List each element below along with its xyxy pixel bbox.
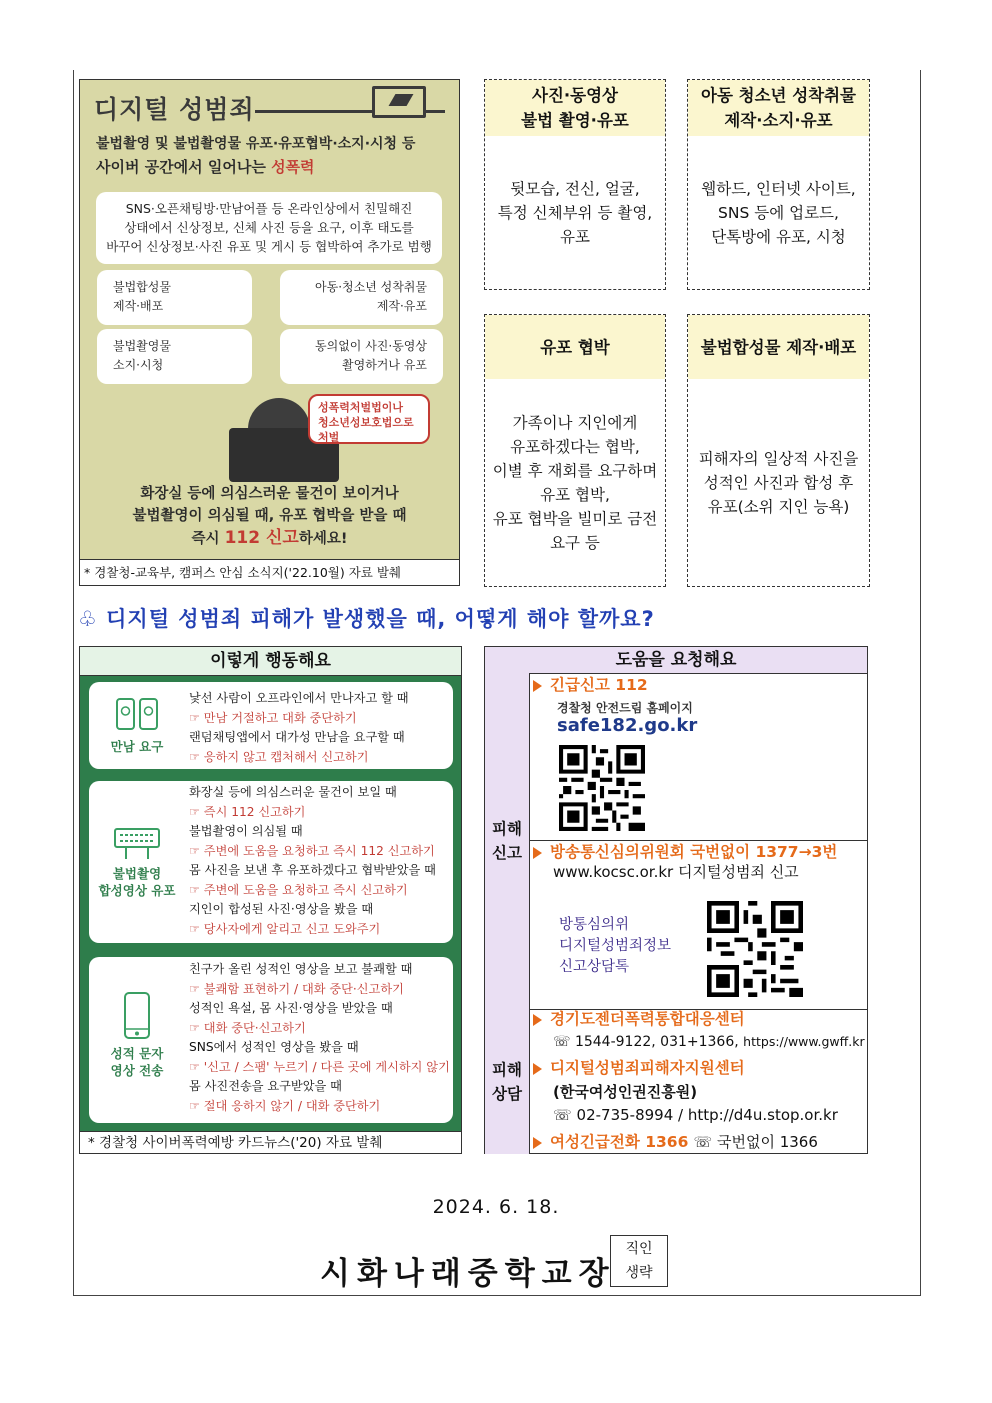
bubble-synthetic — [97, 270, 252, 325]
poster-call-to-action — [80, 483, 459, 550]
bubble-line: 불법촬영물 — [113, 339, 171, 353]
safe182-qr-icon — [559, 745, 645, 831]
action-group-label — [89, 696, 185, 755]
smartphone-icon — [122, 991, 152, 1041]
gwff-contact — [553, 1034, 865, 1050]
kocsc-info — [553, 861, 799, 882]
caption-line: 방통심의위 — [559, 917, 630, 933]
d4u-line — [533, 1056, 745, 1078]
situation-text: 불법촬영이 의심될 때 — [189, 824, 303, 838]
card-body-line: SNS 등에 업로드, — [718, 203, 839, 222]
response-text: ☞ 즉시 112 신고하기 — [189, 804, 306, 819]
card-child-exploitation — [687, 79, 870, 290]
bubble-line: 제작·유포 — [376, 299, 427, 313]
bubble-line: 아동·청소년 성착취물 — [315, 280, 427, 294]
punishment-warning — [308, 394, 430, 444]
main-speech-bubble — [96, 192, 442, 264]
card-body-line: 요구 등 — [550, 533, 600, 552]
d4u-org: (한국여성인권진흥원) — [553, 1083, 698, 1101]
bubble-no-consent — [280, 329, 443, 384]
digital-sex-crime-poster — [79, 79, 460, 586]
card-head-line: 사진·동영상 — [532, 86, 618, 105]
situation-text: 친구가 올린 성적인 영상을 보고 불쾌할 때 — [189, 962, 413, 976]
card-body — [688, 136, 869, 289]
report-label — [485, 673, 530, 1009]
label-line: 피해 — [492, 820, 522, 838]
card-head-line: 불법 촬영·유포 — [521, 111, 629, 130]
situation-text: 랜덤채팅앱에서 대가성 만남을 요구할 때 — [189, 730, 405, 744]
label-line: 신고 — [492, 844, 522, 862]
bubble-line: 불법합성물 — [113, 280, 171, 294]
cta-line: 불법촬영이 의심될 때, 유포 협박을 받을 때 — [132, 508, 407, 524]
bubble-line: 제작·배포 — [113, 299, 164, 313]
card-body-line: 단톡방에 유포, 시청 — [711, 227, 846, 246]
group-label-text: 영상 전송 — [110, 1063, 164, 1078]
card-body-line: 이별 후 재회를 요구하며 — [492, 461, 658, 480]
bubble-child-abuse — [280, 270, 443, 325]
caption-line: 신고상담톡 — [559, 959, 630, 975]
cta-line — [80, 527, 459, 550]
triangle-bullet-icon — [533, 680, 542, 692]
gwff-line — [533, 1007, 745, 1029]
group-label-text: 만남 요구 — [110, 739, 164, 754]
card-head-line: 제작·소지·유포 — [724, 111, 833, 130]
emergency-112 — [533, 673, 648, 695]
situation-text: SNS에서 성적인 영상을 봤을 때 — [189, 1040, 359, 1054]
bubble-line: 동의없이 사진·동영상 — [315, 339, 427, 353]
cta-112: 112 신고 — [224, 528, 299, 548]
document-date: 2024. 6. 18. — [432, 1196, 560, 1218]
card-head-line: 아동 청소년 성착취물 — [701, 86, 856, 105]
bubble-line: 촬영하거나 유포 — [342, 358, 427, 372]
card-body-line: 유포(소위 지인 능욕) — [707, 497, 850, 516]
response-text: ☞ 절대 응하지 않기 / 대화 중단하기 — [189, 1098, 381, 1113]
situation-text: 낯선 사람이 오프라인에서 만나자고 할 때 — [189, 691, 409, 705]
action-lines — [189, 960, 450, 1116]
card-synthetic-media — [687, 314, 870, 587]
kocsc-text: 방송통신심의위원회 국번없이 1377→3번 — [550, 843, 838, 861]
card-head — [485, 80, 665, 136]
card-body-line: 유포하겠다는 협박, — [510, 437, 640, 456]
gwff-phone: ☏ 1544-9122, 031+1366, — [553, 1034, 739, 1050]
bubble-line: 소지·시청 — [113, 358, 164, 372]
group-label-text: 불법촬영 — [112, 866, 162, 881]
action-group-sexting — [89, 957, 453, 1123]
subtitle-text: 사이버 공간에서 일어나는 — [96, 158, 272, 176]
bubble-line: SNS·오픈채팅방·만남어플 등 온라인상에서 친밀해진 — [125, 201, 413, 216]
card-body — [485, 136, 665, 289]
d4u-text: 디지털성범죄피해자지원센터 — [550, 1059, 745, 1077]
warn-line: 청소년성보호법으로 — [318, 416, 414, 429]
action-group-filming — [89, 781, 453, 943]
card-body-line: 유포 — [560, 227, 590, 246]
situation-text: 몸 사진을 보낸 후 유포하겠다고 협박받았을 때 — [189, 863, 436, 877]
kocsc-qr-caption — [559, 915, 671, 978]
action-source: * 경찰청 사이버폭력예방 카드뉴스('20) 자료 발췌 — [80, 1131, 461, 1153]
triangle-bullet-icon — [533, 1014, 542, 1026]
poster-title: 디지털 성범죄 — [94, 95, 255, 124]
warn-line: 성폭력처벌법이나 — [318, 401, 404, 414]
help-header: 도움을 요청해요 — [485, 647, 867, 674]
action-lines — [189, 783, 436, 939]
action-guide-table — [79, 646, 462, 1154]
hotline-line — [533, 1130, 818, 1152]
poster-source: * 경찰청-교육부, 캠퍼스 안심 소식지('22.10월) 자료 발췌 — [80, 559, 459, 585]
card-illegal-filming — [484, 79, 666, 290]
situation-text: 화장실 등에 의심스러운 물건이 보일 때 — [189, 785, 397, 799]
hotline-text: 여성긴급전화 1366 — [550, 1133, 689, 1151]
response-text: ☞ 당사자에게 알리고 신고 도와주기 — [189, 921, 381, 936]
cta-line: 화장실 등에 의심스러운 물건이 보이거나 — [140, 486, 399, 502]
group-label-text: 성적 문자 — [110, 1046, 164, 1061]
card-body — [485, 379, 665, 586]
kocsc-url[interactable]: www.kocsc.or.kr — [553, 863, 674, 881]
action-group-meeting — [89, 682, 453, 769]
card-head-line: 유포 협박 — [540, 337, 610, 357]
report-row — [485, 673, 867, 1010]
response-text: ☞ 주변에 도움을 요청하고 즉시 112 신고하기 — [189, 843, 435, 858]
keyboard-icon — [112, 827, 162, 861]
gwff-text: 경기도젠더폭력통합대응센터 — [550, 1010, 745, 1028]
bubble-line: 상태에서 신상정보, 신체 사진 등을 요구, 이후 태도를 — [124, 220, 414, 235]
poster-subtitle-2 — [96, 156, 315, 177]
card-body-line: 유포 협박, — [540, 485, 610, 504]
label-line: 상담 — [492, 1084, 522, 1103]
response-text: ☞ 만남 거절하고 대화 중단하기 — [189, 710, 357, 725]
card-body-line: 뒷모습, 전신, 얼굴, — [510, 179, 640, 198]
hotline-desc: ☏ 국번없이 1366 — [693, 1133, 818, 1151]
kocsc-qr-icon — [707, 901, 803, 997]
group-label-text: 합성영상 유포 — [98, 883, 176, 898]
situation-text: 몸 사진전송을 요구받았을 때 — [189, 1079, 342, 1093]
emergency-text: 긴급신고 112 — [550, 676, 648, 694]
school-principal: 시화나래중학교장 — [320, 1256, 616, 1292]
kocsc-desc: 디지털성범죄 신고 — [677, 863, 799, 881]
triangle-bullet-icon — [533, 1137, 542, 1149]
section-title: ♧ 디지털 성범죄 피해가 발생했을 때, 어떻게 해야 할까요? — [78, 607, 655, 631]
card-head — [688, 315, 869, 379]
action-header: 이렇게 행동해요 — [80, 647, 461, 676]
response-text: ☞ 대화 중단·신고하기 — [189, 1020, 306, 1035]
kocsc-line — [533, 840, 837, 862]
d4u-contact: ☏ 02-735-8994 / http://d4u.stop.or.kr — [553, 1106, 838, 1124]
cta-text: 즉시 — [191, 531, 225, 547]
response-text: ☞ '신고 / 스팸' 누르기 / 다른 곳에 게시하지 않기 — [189, 1059, 450, 1074]
triangle-bullet-icon — [533, 847, 542, 859]
laptop-icon — [372, 86, 426, 118]
cta-text: 하세요! — [298, 531, 348, 547]
card-body — [688, 379, 869, 586]
action-group-label — [89, 991, 185, 1079]
action-lines — [189, 689, 409, 767]
gwff-url[interactable]: https://www.gwff.kr — [743, 1034, 865, 1049]
warn-line: 처벌 — [318, 431, 340, 444]
situation-text: 지인이 합성된 사진·영상을 봤을 때 — [189, 902, 374, 916]
card-body-line: 피해자의 일상적 사진을 — [698, 449, 859, 468]
seal-omitted-box — [610, 1235, 668, 1287]
label-line: 피해 — [492, 1060, 522, 1079]
action-group-label — [89, 827, 185, 899]
response-text: ☞ 응하지 않고 캡처해서 신고하기 — [189, 749, 369, 764]
card-distribution-threat — [484, 314, 666, 587]
caption-line: 디지털성범죄정보 — [559, 938, 672, 954]
card-head — [688, 80, 869, 136]
card-body-line: 특정 신체부위 등 촬영, — [497, 203, 653, 222]
card-body-line: 유포 협박을 빌미로 금전 — [492, 509, 658, 528]
poster-subtitle-1: 불법촬영 및 불법촬영물 유포·유포협박·소지·시청 등 — [96, 136, 416, 152]
subtitle-highlight: 성폭력 — [271, 158, 315, 176]
seal-line: 직인 — [625, 1241, 653, 1257]
card-body-line: 성적인 사진과 합성 후 — [703, 473, 854, 492]
card-head-line: 불법합성물 제작·배포 — [700, 337, 857, 357]
consult-row — [485, 1009, 867, 1154]
situation-text: 성적인 욕설, 몸 사진·영상을 받았을 때 — [189, 1001, 393, 1015]
card-body-line: 웹하드, 인터넷 사이트, — [701, 179, 856, 198]
safe-url[interactable]: safe182.go.kr — [557, 715, 698, 736]
seal-line: 생략 — [625, 1265, 653, 1281]
help-request-table — [484, 646, 868, 1154]
bubble-illegal-filming — [97, 329, 252, 384]
safe-caption: 경찰청 안전드림 홈페이지 — [557, 701, 693, 715]
bubble-line: 바꾸어 신상정보·사진 유포 및 게시 등 협박하여 추가로 범행 — [106, 239, 432, 254]
phones-icon — [115, 696, 159, 734]
card-head — [485, 315, 665, 379]
triangle-bullet-icon — [533, 1063, 542, 1075]
consult-label — [485, 1009, 530, 1154]
response-text: ☞ 주변에 도움을 요청하고 즉시 신고하기 — [189, 882, 408, 897]
card-body-line: 가족이나 지인에게 — [512, 413, 638, 432]
response-text: ☞ 불쾌함 표현하기 / 대화 중단·신고하기 — [189, 981, 404, 996]
